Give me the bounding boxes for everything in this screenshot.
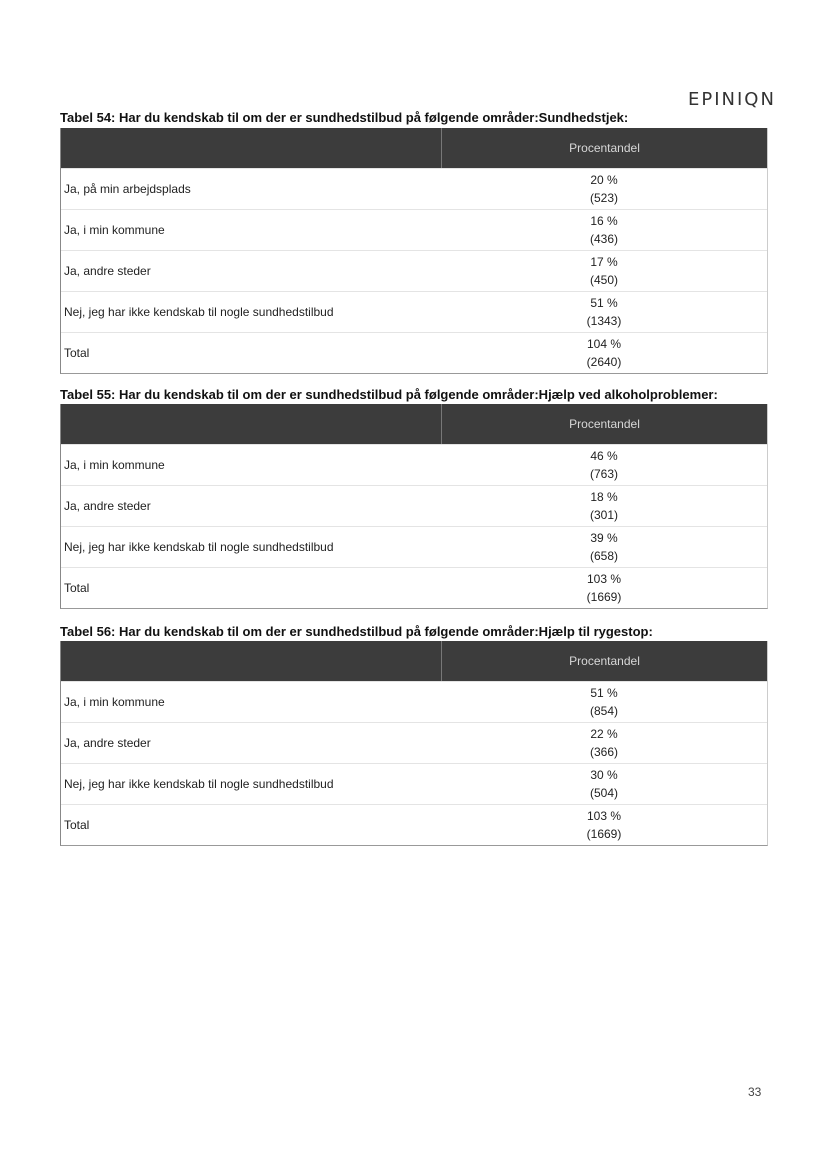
- table-header: [61, 404, 767, 444]
- table-55-caption: Tabel 55: Har du kendskab til om der er sundhedstilbud på følgende områder:Hjælp ved alkoholproblemer:: [60, 387, 718, 402]
- column-header-procentandel: Procentandel: [569, 654, 640, 668]
- row-value: [441, 764, 767, 804]
- count-value: (2640): [586, 355, 622, 369]
- row-label: Ja, i min kommune: [64, 223, 165, 237]
- row-value: [441, 251, 767, 291]
- table-row-total: [61, 804, 767, 845]
- table-row: [61, 168, 767, 209]
- table-row-total: [61, 567, 767, 608]
- percent-value: 30 %: [590, 768, 618, 782]
- table-55: [60, 404, 768, 609]
- table-row: [61, 209, 767, 250]
- row-label: Total: [64, 346, 90, 360]
- table-row: [61, 681, 767, 722]
- row-value: [441, 210, 767, 250]
- percent-value: 46 %: [590, 449, 618, 463]
- table-54-caption: Tabel 54: Har du kendskab til om der er sundhedstilbud på følgende områder:Sundhedstjek:: [60, 110, 629, 125]
- row-value: [441, 169, 767, 209]
- table-row: [61, 250, 767, 291]
- percent-value: 17 %: [590, 255, 618, 269]
- row-value: [441, 527, 767, 567]
- percent-value: 104 %: [586, 337, 622, 351]
- header-blank-cell: [61, 641, 442, 681]
- epinion-logo: EPINIQN: [688, 89, 776, 110]
- count-value: (854): [589, 704, 618, 718]
- percent-value: 18 %: [590, 490, 618, 504]
- table-header: [61, 641, 767, 681]
- header-blank-cell: [61, 128, 442, 168]
- count-value: (301): [589, 508, 618, 522]
- percent-value: 16 %: [590, 214, 618, 228]
- row-value: [441, 682, 767, 722]
- row-value: [441, 568, 767, 608]
- count-value: (658): [589, 549, 618, 563]
- column-header-procentandel: Procentandel: [569, 417, 640, 431]
- row-label: Nej, jeg har ikke kendskab til nogle sundhedstilbud: [64, 305, 334, 319]
- column-header-procentandel: Procentandel: [569, 141, 640, 155]
- table-56: [60, 641, 768, 846]
- row-label: Nej, jeg har ikke kendskab til nogle sundhedstilbud: [64, 540, 334, 554]
- table-row: [61, 291, 767, 332]
- row-label: Total: [64, 581, 90, 595]
- row-label: Total: [64, 818, 90, 832]
- count-value: (450): [589, 273, 618, 287]
- table-row: [61, 722, 767, 763]
- table-56-caption: Tabel 56: Har du kendskab til om der er sundhedstilbud på følgende områder:Hjælp til rygestop:: [60, 624, 653, 639]
- row-label: Ja, i min kommune: [64, 695, 165, 709]
- count-value: (1669): [586, 827, 622, 841]
- percent-value: 51 %: [590, 296, 618, 310]
- row-label: Ja, i min kommune: [64, 458, 165, 472]
- percent-value: 20 %: [590, 173, 618, 187]
- row-label: Ja, på min arbejdsplads: [64, 182, 191, 196]
- page-number: 33: [748, 1085, 762, 1099]
- count-value: (1669): [586, 590, 622, 604]
- row-value: [441, 805, 767, 845]
- count-value: (523): [589, 191, 618, 205]
- percent-value: 103 %: [586, 572, 622, 586]
- percent-value: 39 %: [590, 531, 618, 545]
- table-row-total: [61, 332, 767, 373]
- count-value: (366): [589, 745, 618, 759]
- row-label: Ja, andre steder: [64, 499, 151, 513]
- count-value: (1343): [586, 314, 622, 328]
- percent-value: 103 %: [586, 809, 622, 823]
- row-label: Nej, jeg har ikke kendskab til nogle sundhedstilbud: [64, 777, 334, 791]
- header-blank-cell: [61, 404, 442, 444]
- table-54: [60, 128, 768, 374]
- table-row: [61, 485, 767, 526]
- row-value: [441, 445, 767, 485]
- row-value: [441, 292, 767, 332]
- row-value: [441, 723, 767, 763]
- count-value: (436): [589, 232, 618, 246]
- table-header: [61, 128, 767, 168]
- table-row: [61, 444, 767, 485]
- percent-value: 51 %: [590, 686, 618, 700]
- count-value: (763): [589, 467, 618, 481]
- table-row: [61, 763, 767, 804]
- row-value: [441, 333, 767, 373]
- row-value: [441, 486, 767, 526]
- table-row: [61, 526, 767, 567]
- row-label: Ja, andre steder: [64, 264, 151, 278]
- percent-value: 22 %: [590, 727, 618, 741]
- count-value: (504): [589, 786, 618, 800]
- row-label: Ja, andre steder: [64, 736, 151, 750]
